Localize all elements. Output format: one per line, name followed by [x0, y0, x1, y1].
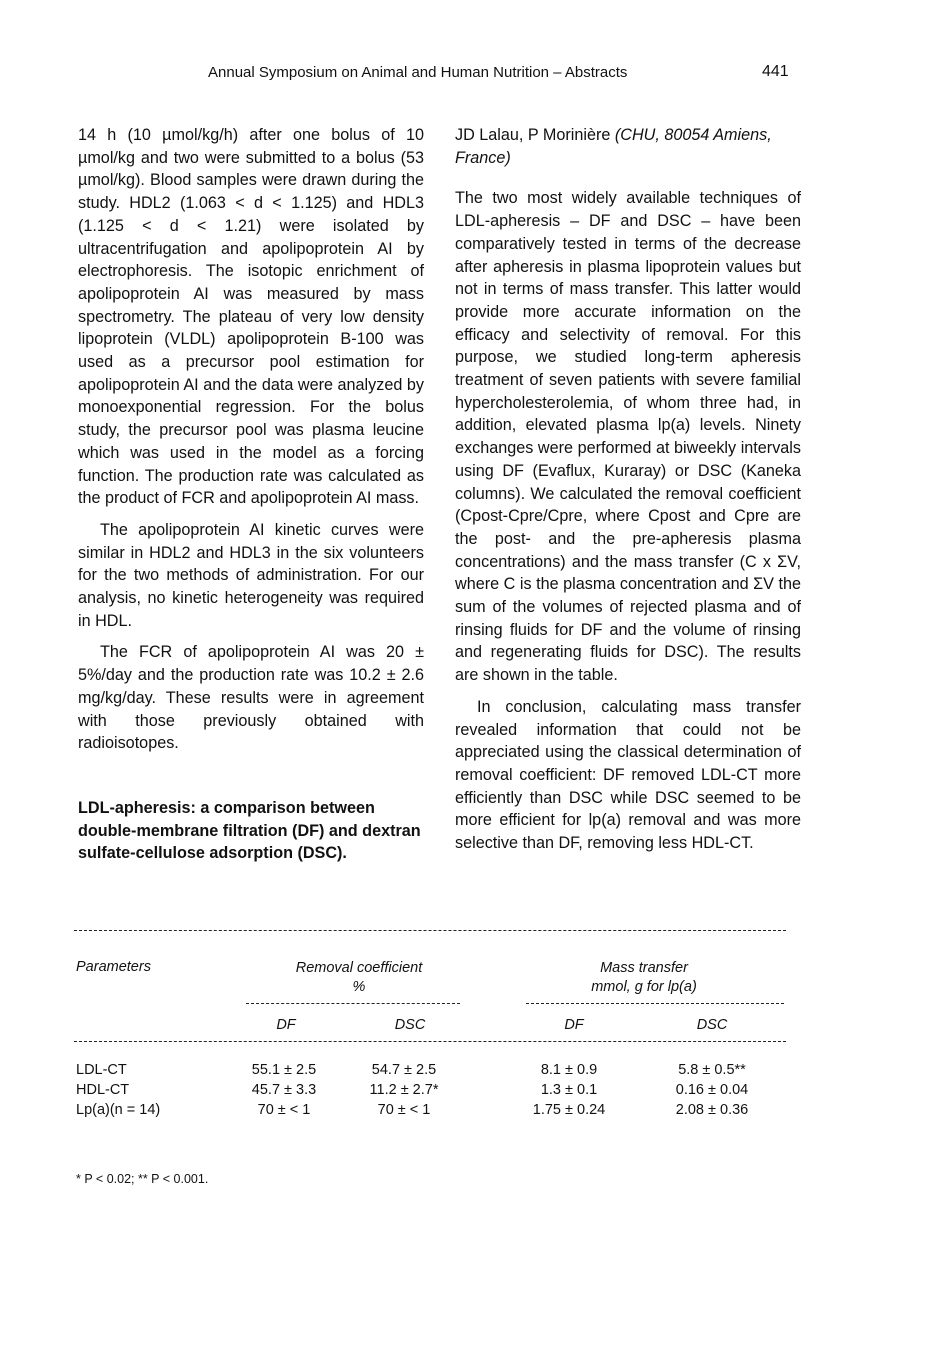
cell-param: LDL-CT — [76, 1062, 127, 1078]
removal-coefficient-label: Removal coefficient — [295, 960, 423, 976]
cell-rc-df: 70 ± < 1 — [257, 1102, 311, 1118]
header-rc-df: DF — [276, 1017, 296, 1033]
footnote-p002: * P < 0.02; — [76, 1172, 135, 1186]
cell-mt-df: 1.75 ± 0.24 — [532, 1102, 606, 1118]
affiliation: (CHU, 80054 Amiens, France) — [455, 126, 772, 167]
cell-rc-dsc: 54.7 ± 2.5 — [371, 1062, 437, 1078]
header-mt-dsc: DSC — [696, 1017, 728, 1033]
cell-rc-dsc: 70 ± < 1 — [377, 1102, 431, 1118]
page-number: 441 — [762, 63, 789, 80]
left-column — [78, 124, 424, 874]
right-column — [455, 124, 801, 864]
right-paragraph-2: In conclusion, calculating mass transfer revealed information that could not be appreciated using the classical determination of removal coefficient: DF removed LDL-CT more efficiently than DSC while DSC seemed to be more efficient for lp(a) removal and was more selective than DF, removing less HDL-CT. — [455, 697, 801, 853]
running-header — [0, 64, 930, 86]
cell-mt-df: 1.3 ± 0.1 — [540, 1082, 598, 1098]
header-mt-df: DF — [564, 1017, 584, 1033]
cell-mt-dsc: 0.16 ± 0.04 — [675, 1082, 749, 1098]
table-row — [74, 1080, 786, 1100]
cell-rc-df: 45.7 ± 3.3 — [251, 1082, 317, 1098]
article-title: LDL-apheresis: a comparison between double-membrane filtration (DF) and dextran sulfate-cellulose adsorption (DSC). — [78, 798, 421, 863]
header-removal-coefficient — [239, 959, 479, 997]
cell-mt-dsc: 5.8 ± 0.5** — [678, 1062, 746, 1078]
cell-param: HDL-CT — [76, 1082, 130, 1098]
cell-rc-df: 55.1 ± 2.5 — [251, 1062, 317, 1078]
header-parameters: Parameters — [76, 959, 151, 975]
mass-subheader-rule — [526, 1003, 784, 1004]
authors: JD Lalau, P Morinière — [455, 126, 611, 144]
left-paragraph-3: The FCR of apolipoprotein AI was 20 ± 5%/day and the production rate was 10.2 ± 2.6 mg/kg/day. These results were in agreement with those previously obtained with radioisotopes. — [78, 643, 424, 753]
removal-subheader-rule — [246, 1003, 460, 1004]
table-footnote — [76, 1172, 208, 1186]
table-body — [74, 1060, 786, 1140]
footnote-p0001: ** P < 0.001. — [134, 1172, 209, 1186]
mass-transfer-unit: mmol, g for lp(a) — [591, 979, 697, 995]
table-header-rule — [74, 1041, 786, 1042]
author-line — [455, 124, 801, 169]
header-mass-transfer — [524, 959, 764, 997]
results-table — [74, 930, 786, 1140]
right-paragraph-1: The two most widely available techniques of LDL-apheresis – DF and DSC – have been comparatively tested in terms of the decrease after apheresis in plasma lipoprotein values but not in terms of mass transfer. This latter would provide more accurate information on the efficacy and selectivity of removal. For this purpose, we studied long-term apheresis treatment of seven patients with severe familial hypercholesterolemia, of whom three had, in addition, elevated plasma lp(a) levels. Ninety exchanges were performed at biweekly intervals using DF (Evaflux, Kuraray) or DSC (Kaneka columns). We calculated the removal coefficient (Cpost-Cpre/Cpre, where Cpost and Cpre are the post- and the pre-apheresis plasma concentrations) and the mass transfer (C x ΣV, where C is the plasma concentration and ΣV the sum of the volumes of rejected plasma and of rinsing fluids for DF and the volume of rinsing and regenerating fluids for DSC). The results are shown in the table. — [455, 189, 801, 685]
table-row — [74, 1100, 786, 1120]
table-row — [74, 1060, 786, 1080]
left-paragraph-1: 14 h (10 µmol/kg/h) after one bolus of 10 µmol/kg and two were submitted to a bolus (53 µmol/kg). Blood samples were drawn during the study. HDL2 (1.063 < d < 1.125) and HDL3 (1.125 < d < 1.21) were isolated by ultracentrifugation and apolipoprotein AI by electrophoresis. The isotopic enrichment of apolipoprotein AI was measured by mass spectrometry. The plateau of very low density lipoprotein (VLDL) apolipoprotein B-100 was used as a precursor pool estimation for apolipoprotein AI and the data were analyzed by monoexponential regression. For the bolus study, the precursor pool was plasma leucine which was used in the model as a forcing function. The production rate was calculated as the product of FCR and apolipoprotein AI mass. — [78, 126, 424, 508]
header-rc-dsc: DSC — [394, 1017, 426, 1033]
cell-param: Lp(a)(n = 14) — [76, 1102, 161, 1118]
mass-transfer-label: Mass transfer — [600, 960, 688, 976]
cell-mt-df: 8.1 ± 0.9 — [540, 1062, 598, 1078]
cell-mt-dsc: 2.08 ± 0.36 — [675, 1102, 749, 1118]
left-paragraph-2: The apolipoprotein AI kinetic curves were similar in HDL2 and HDL3 in the six volunteers for the two methods of administration. For our analysis, no kinetic heterogeneity was required in HDL. — [78, 520, 424, 630]
removal-coefficient-unit: % — [352, 979, 366, 995]
running-title: Annual Symposium on Animal and Human Nutrition – Abstracts — [208, 64, 628, 81]
cell-rc-dsc: 11.2 ± 2.7* — [369, 1082, 439, 1098]
table-header — [74, 931, 786, 1041]
